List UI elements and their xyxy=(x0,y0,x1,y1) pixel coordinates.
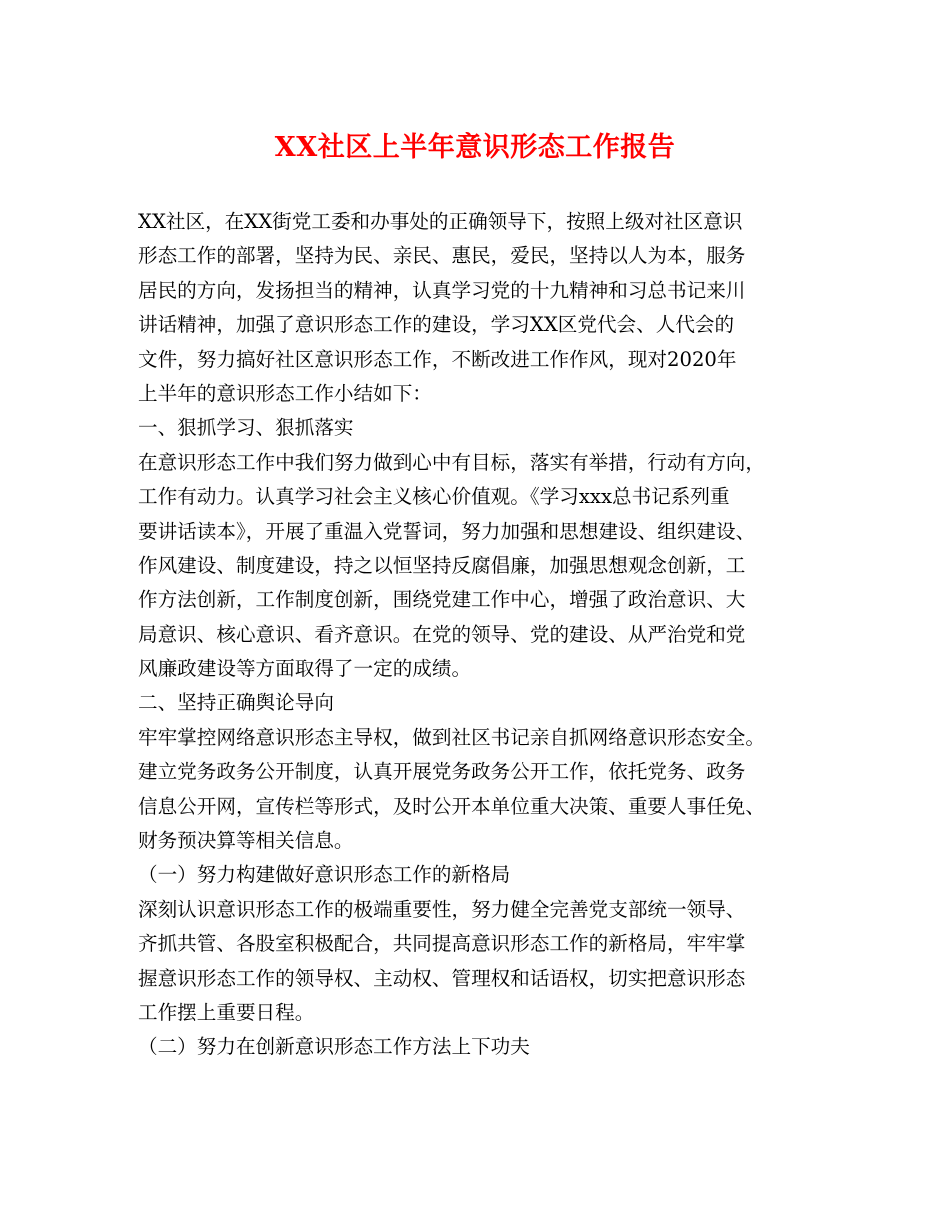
paragraph-line: 作风建设、制度建设，持之以恒坚持反腐倡廉，加强思想观念创新，工 xyxy=(138,553,746,577)
paragraph-line: 作方法创新，工作制度创新，围绕党建工作中心，增强了政治意识、大 xyxy=(138,588,746,612)
document-body xyxy=(138,205,818,1065)
paragraph-line: 在意识形态工作中我们努力做到心中有目标，落实有举措，行动有方向， xyxy=(138,450,765,474)
paragraph-line: XX社区，在XX街党工委和办事处的正确领导下，按照上级对社区意识 xyxy=(138,210,743,233)
paragraph-line: 齐抓共管、各股室积极配合，共同提高意识形态工作的新格局，牢牢掌 xyxy=(138,932,746,956)
paragraph-line: 上半年的意识形态工作小结如下： xyxy=(138,381,432,405)
paragraph-line: 工作摆上重要日程。 xyxy=(138,1000,315,1024)
paragraph-line: 形态工作的部署，坚持为民、亲民、惠民，爱民，坚持以人为本，服务 xyxy=(138,244,746,268)
paragraph-line: 信息公开网，宣传栏等形式，及时公开本单位重大决策、重要人事任免、 xyxy=(138,794,765,818)
paragraph-line: 局意识、核心意识、看齐意识。在党的领导、党的建设、从严治党和党 xyxy=(138,622,746,646)
paragraph-line: 深刻认识意识形态工作的极端重要性，努力健全完善党支部统一领导、 xyxy=(138,897,746,921)
paragraph-line: 讲话精神，加强了意识形态工作的建设，学习XX区党代会、人代会的 xyxy=(138,313,735,337)
section-heading: 二、坚持正确舆论导向 xyxy=(138,691,334,715)
subsection-heading: （二）努力在创新意识形态工作方法上下功夫 xyxy=(138,1035,530,1059)
paragraph-line: 文件，努力搞好社区意识形态工作，不断改进工作作风，现对2020年 xyxy=(138,347,737,371)
document-title: XX社区上半年意识形态工作报告 xyxy=(274,132,676,163)
paragraph-line: 风廉政建设等方面取得了一定的成绩。 xyxy=(138,657,472,681)
paragraph-line: 牢牢掌控网络意识形态主导权，做到社区书记亲自抓网络意识形态安全。 xyxy=(138,725,765,749)
paragraph-line: 握意识形态工作的领导权、主动权、管理权和话语权，切实把意识形态 xyxy=(138,966,746,990)
paragraph-line: 居民的方向，发扬担当的精神，认真学习党的十九精神和习总书记来川 xyxy=(138,278,746,302)
paragraph-line: 财务预决算等相关信息。 xyxy=(138,829,354,853)
section-heading: 一、狠抓学习、狠抓落实 xyxy=(138,416,354,440)
subsection-heading: （一）努力构建做好意识形态工作的新格局 xyxy=(138,863,511,887)
paragraph-line: 要讲话读本》，开展了重温入党誓词，努力加强和思想建设、组织建设、 xyxy=(138,519,756,543)
paragraph-line: 工作有动力。认真学习社会主义核心价值观。《学习xxx总书记系列重 xyxy=(138,485,730,509)
paragraph-line: 建立党务政务公开制度，认真开展党务政务公开工作，依托党务、政务 xyxy=(138,760,746,784)
